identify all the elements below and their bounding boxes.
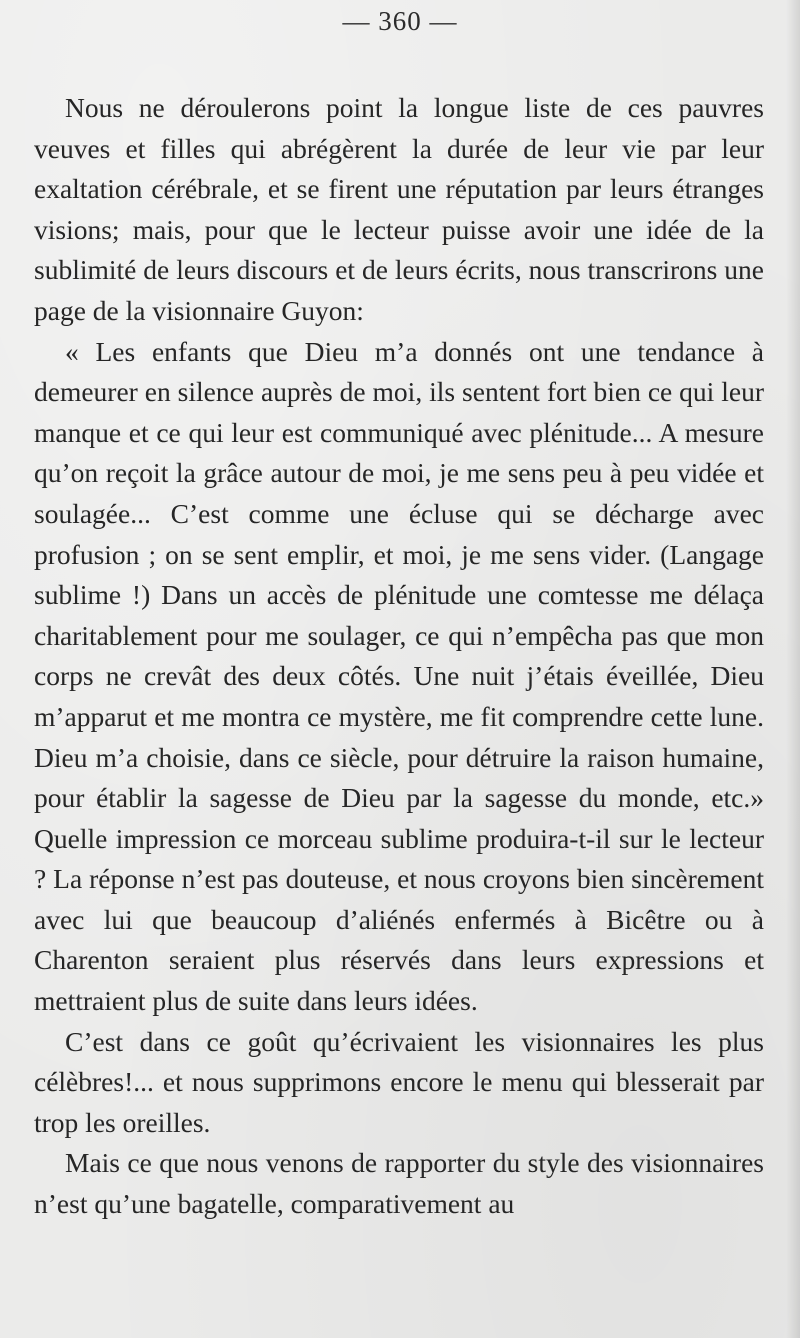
- paragraph-3: C’est dans ce goût qu’écrivaient les visionnaires les plus célèbres!... et nous supprimons encore le menu qui blesserait par trop les oreilles.: [34, 1025, 764, 1138]
- page-number: — 360 —: [342, 6, 458, 36]
- paragraph-1: Nous ne déroulerons point la longue liste de ces pauvres veuves et filles qui abrégèrent la durée de leur vie par leur exaltation cérébrale, et se firent une réputation par leurs étranges visions; mais, pour que le lecteur puisse avoir une idée de la sublimité de leurs discours et de leurs écrits, nous transcrirons une page de la visionnaire Guyon:: [34, 92, 764, 326]
- paragraph-2-quotation: « Les enfants que Dieu m’a donnés ont une tendance à demeurer en silence auprès de moi, ils sentent fort bien ce qui leur manque et ce qui leur est communiqué avec plénitude... A mesure qu’on reçoit la grâce autour de moi, je me sens peu à peu vidée et soulagée... C’est comme une écluse qui se décharge avec profusion ; on se sent emplir, et moi, je me sens vider. (Langage sublime !) Dans un accès de plénitude une comtesse me délaça charitablement pour me soulager, ce qui n’empêcha pas que mon corps ne crevât des deux côtés. Une nuit j’étais éveillée, Dieu m’apparut et me montra ce mystère, me fit comprendre cette lune. Dieu m’a choisie, dans ce siècle, pour détruire la raison humaine, pour établir la sagesse de Dieu par la sagesse du monde, etc.» Quelle impression ce morceau sublime produira-t-il sur le lecteur ? La réponse n’est pas douteuse, et nous croyons bien sincèrement avec lui que beaucoup d’aliénés enfermés à Bicêtre ou à Charenton seraient plus réservés dans leurs expressions et mettraient plus de suite dans leurs idées.: [34, 335, 764, 1017]
- body-text: [34, 88, 764, 1225]
- paragraph-4: Mais ce que nous venons de rapporter du style des visionnaires n’est qu’une bagatelle, comparativement au: [34, 1147, 764, 1220]
- page-edge-shadow: [786, 0, 800, 1338]
